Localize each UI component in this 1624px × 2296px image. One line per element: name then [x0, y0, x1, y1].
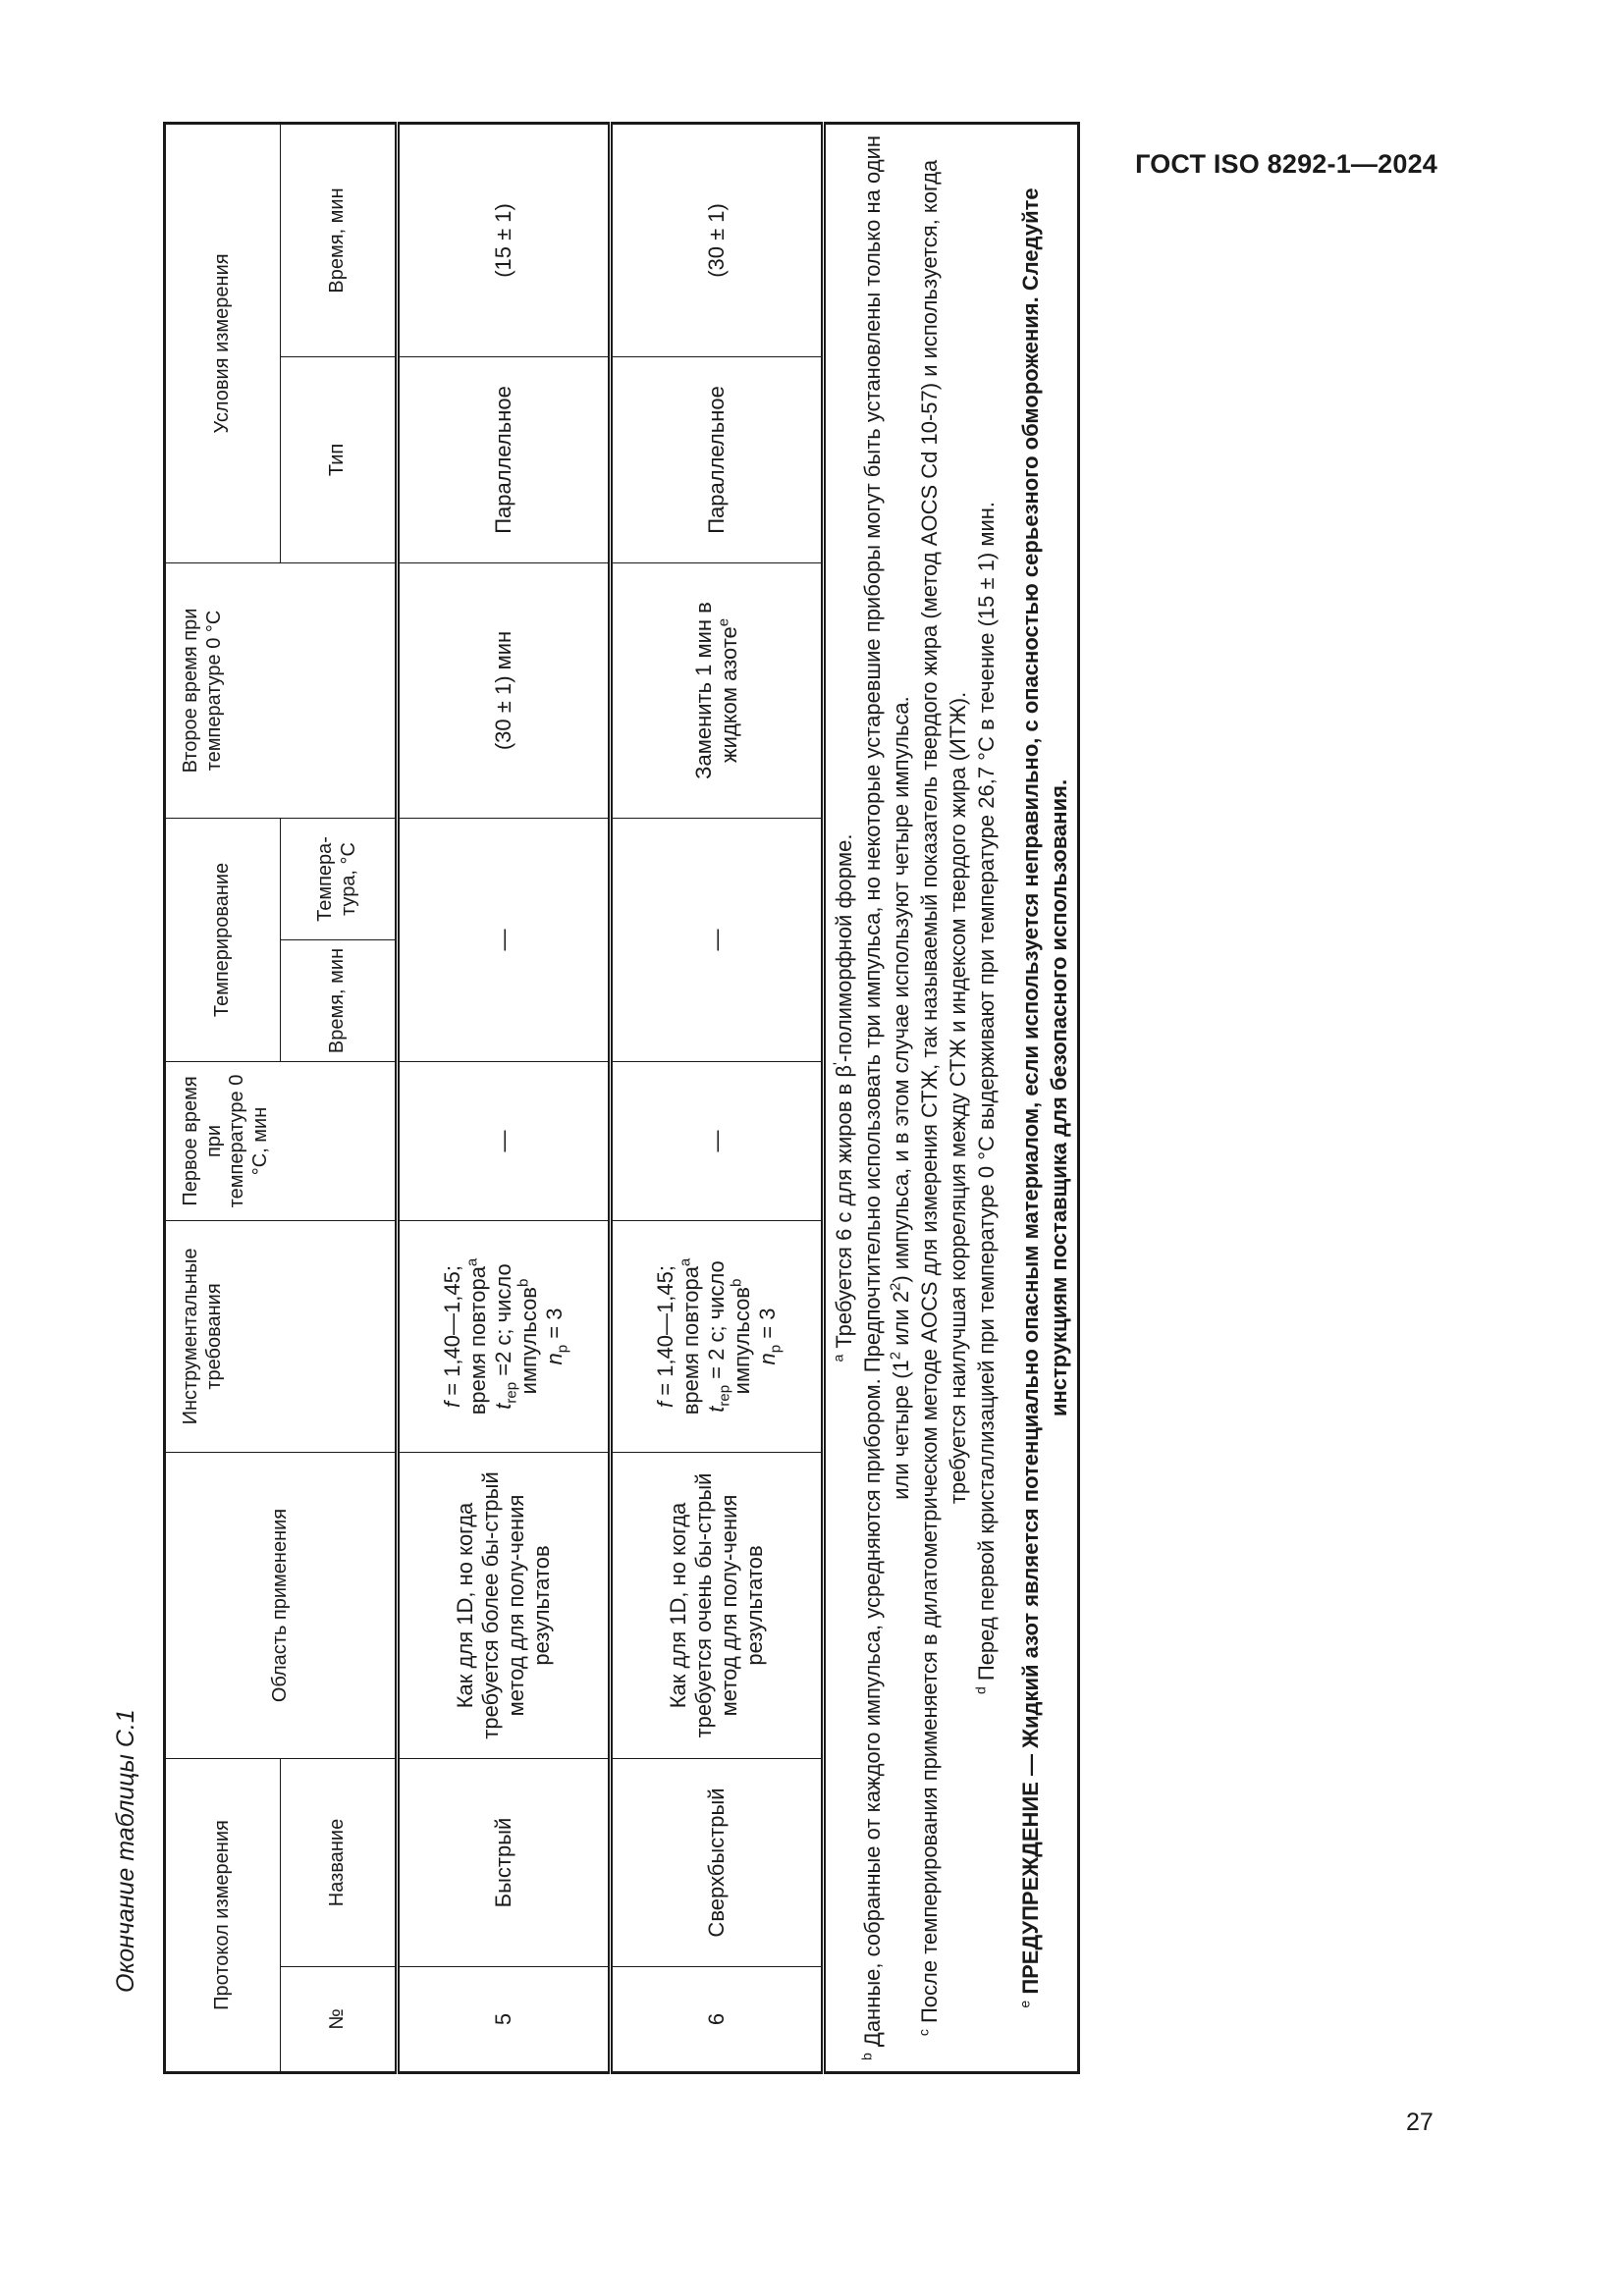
notes-row	[824, 123, 1079, 2072]
rotated-table-block	[163, 134, 1123, 2074]
row-area: Как для 1D, но когда требуется более бы-стрый метод для полу-чения результатов	[398, 1452, 611, 1758]
row-second-time: (30 ± 1) мин	[398, 562, 611, 818]
protocol-table	[163, 122, 1080, 2074]
header-conditions: Условия измерения	[165, 123, 281, 562]
table-notes	[824, 123, 1079, 2072]
header-num: №	[281, 1967, 398, 2073]
row-second-time: Заменить 1 мин в жидком азоте$^e$	[611, 562, 824, 818]
note-a: $^a$ Требуется 6 с для жиров в β'-полиморфной форме.	[830, 833, 856, 1362]
page-number: 27	[1406, 2109, 1434, 2136]
row-number: 6	[611, 1967, 824, 2073]
row-name: Быстрый	[398, 1758, 611, 1966]
row-tempering: —	[398, 818, 611, 1061]
note-e-warning: $^e$ ПРЕДУПРЕЖДЕНИЕ — Жидкий азот является потенциально опасным материалом, если используется неправильно, с опасностью серьезного обморожения. Следуйте инструкциям поставщика для безопасного использования.	[1016, 187, 1072, 2008]
row-time: (15 ± 1)	[398, 123, 611, 356]
note-d: $^d$ Перед первой кристаллизацией при температуре 0 °С выдерживают при температуре 26,7 °С в течение (15 ± 1) мин.	[972, 501, 1000, 1695]
table-caption: Окончание таблицы С.1	[112, 1709, 139, 1993]
header-time: Время, мин	[281, 123, 398, 356]
row-area: Как для 1D, но когда требуется очень бы-стрый метод для полу-чения результатов	[611, 1452, 824, 1758]
table-row	[611, 123, 824, 2072]
header-area: Область применения	[165, 1452, 398, 1758]
row-tempering: —	[611, 818, 824, 1061]
header-first-time: Первое время при температуре 0 °С, мин	[165, 1061, 398, 1220]
header-instr: Инструментальные требования	[165, 1220, 398, 1452]
row-first-time: —	[611, 1061, 824, 1220]
table-row	[398, 123, 611, 2072]
header-temp-temp: Темпера-тура, °С	[281, 818, 398, 939]
header-protocol: Протокол измерения	[165, 1758, 281, 2072]
header-temp-time: Время, мин	[281, 939, 398, 1061]
header-name: Название	[281, 1758, 398, 1966]
standard-designation: ГОСТ ISO 8292-1—2024	[1135, 149, 1437, 179]
row-instr: f = 1,40—1,45; время повтора$^a$ $t_{rep} =2$ с; число импульсов$^b$ $n_p = 3$	[398, 1220, 611, 1452]
header-row-1	[165, 123, 281, 2072]
header-second-time: Второе время при температуре 0 °С	[165, 562, 398, 818]
row-name: Сверхбыстрый	[611, 1758, 824, 1966]
header-type: Тип	[281, 356, 398, 562]
row-type: Параллельное	[611, 356, 824, 562]
row-type: Параллельное	[398, 356, 611, 562]
row-number: 5	[398, 1967, 611, 2073]
row-first-time: —	[398, 1061, 611, 1220]
note-b: $^b$ Данные, собранные от каждого импульса, усредняются прибором. Предпочтительно использовать три импульса, но некоторые устаревшие приборы могут быть установлены только на один или четыре ($1^2$ или $2^2$) импульса, и в этом случае используют четыре импульса.	[858, 134, 914, 2060]
note-c: $^c$ После темперирования применяется в дилатометрическом методе AOCS для измерения СТЖ, так называемый показатель твердого жира (метод AOCS Cd 10-57) и используется, когда требуется наилучшая корреляция между СТЖ и индексом твердого жира (ИТЖ).	[915, 159, 971, 2037]
row-instr: f = 1,40—1,45; время повтора$^a$ $t_{rep} = 2$ с; число импульсов$^b$ $n_p = 3$	[611, 1220, 824, 1452]
header-tempering: Темперирование	[165, 818, 281, 1061]
row-time: (30 ± 1)	[611, 123, 824, 356]
